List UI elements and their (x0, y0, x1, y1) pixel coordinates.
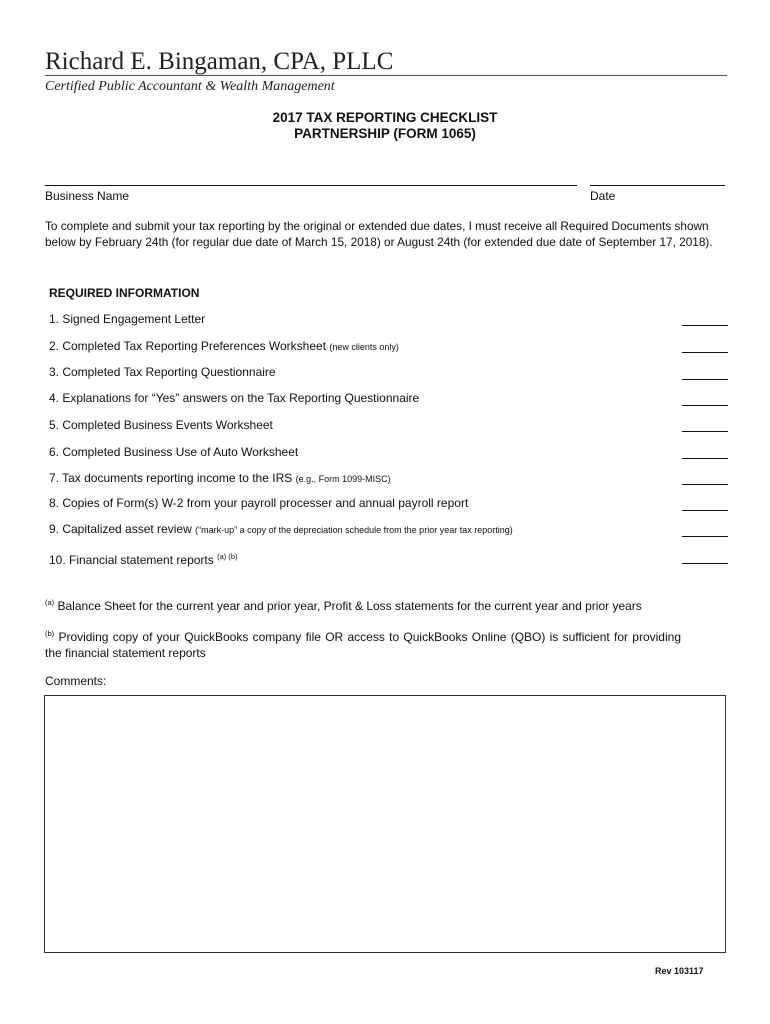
footnote-a (45, 595, 735, 615)
checklist-item (49, 339, 669, 355)
checklist-item (49, 418, 669, 433)
footnote-b (45, 626, 681, 661)
date-field[interactable] (590, 185, 725, 186)
business-name-label: Business Name (45, 189, 130, 203)
form-title: 2017 TAX REPORTING CHECKLIST (272, 110, 498, 125)
checklist-item (49, 471, 669, 487)
footnote-a-text: Balance Sheet for the current year and prior year, Profit & Loss statements for the current year and prior years (54, 599, 642, 613)
checklist-item-text: 9. Capitalized asset review (49, 522, 196, 536)
checklist-item-blank[interactable] (682, 484, 728, 485)
checklist-item-blank[interactable] (682, 352, 728, 353)
required-info-heading: REQUIRED INFORMATION (49, 286, 200, 300)
checklist-item-footnote-ref: (a) (b) (217, 552, 238, 561)
checklist-item-blank[interactable] (682, 379, 728, 380)
footnote-b-marker: (b) (45, 629, 55, 638)
form-subtitle: PARTNERSHIP (FORM 1065) (294, 126, 476, 141)
date-label: Date (590, 189, 616, 203)
revision-code: Rev 103117 (655, 966, 704, 976)
checklist-item-note: (new clients only) (329, 342, 399, 352)
checklist-item-text: 8. Copies of Form(s) W-2 from your payroll processer and annual payroll report (49, 496, 469, 510)
checklist-item-blank[interactable] (682, 431, 728, 432)
checklist-item-blank[interactable] (682, 563, 728, 564)
header-divider (45, 75, 727, 76)
intro-paragraph: To complete and submit your tax reporting by the original or extended due dates, I must receive all Required Documents shown below by February 24th (for regular due date of March 15, 2018) or August 24th (for extended due date of September 17, 2018). (45, 219, 713, 249)
checklist-item (49, 549, 669, 568)
checklist-item (49, 522, 669, 538)
checklist-item (49, 496, 669, 511)
firm-subtitle: Certified Public Accountant & Wealth Management (45, 79, 335, 94)
checklist-item-text: 4. Explanations for “Yes” answers on the Tax Reporting Questionnaire (49, 391, 420, 405)
checklist-item-note: (e.g., Form 1099-MISC) (295, 474, 391, 484)
firm-name: Richard E. Bingaman, CPA, PLLC (45, 48, 394, 75)
comments-label: Comments: (45, 674, 107, 688)
checklist-item-text: 7. Tax documents reporting income to the IRS (49, 471, 296, 485)
checklist-item-note: (“mark-up” a copy of the depreciation schedule from the prior year tax reporting) (195, 525, 513, 535)
checklist-item-blank[interactable] (682, 325, 728, 326)
checklist-item (49, 365, 669, 380)
business-name-field[interactable] (45, 185, 577, 186)
checklist-item-text: 1. Signed Engagement Letter (49, 312, 206, 326)
footnote-b-text: Providing copy of your QuickBooks company file OR access to QuickBooks Online (QBO) is sufficient for providing the financial statement reports (45, 630, 681, 660)
footnote-a-marker: (a) (45, 598, 55, 607)
checklist-item-text: 2. Completed Tax Reporting Preferences Worksheet (49, 339, 330, 353)
checklist-item-blank[interactable] (682, 405, 728, 406)
checklist-item (49, 445, 669, 460)
checklist-item-text: 10. Financial statement reports (49, 553, 218, 567)
checklist-item (49, 391, 669, 406)
checklist-item-text: 6. Completed Business Use of Auto Worksheet (49, 445, 299, 459)
checklist-item-text: 3. Completed Tax Reporting Questionnaire (49, 365, 276, 379)
comments-box[interactable] (44, 695, 726, 953)
checklist-item-blank[interactable] (682, 510, 728, 511)
checklist-item-blank[interactable] (682, 536, 728, 537)
checklist-item-text: 5. Completed Business Events Worksheet (49, 418, 273, 432)
checklist-item-blank[interactable] (682, 458, 728, 459)
checklist-item (49, 312, 669, 327)
